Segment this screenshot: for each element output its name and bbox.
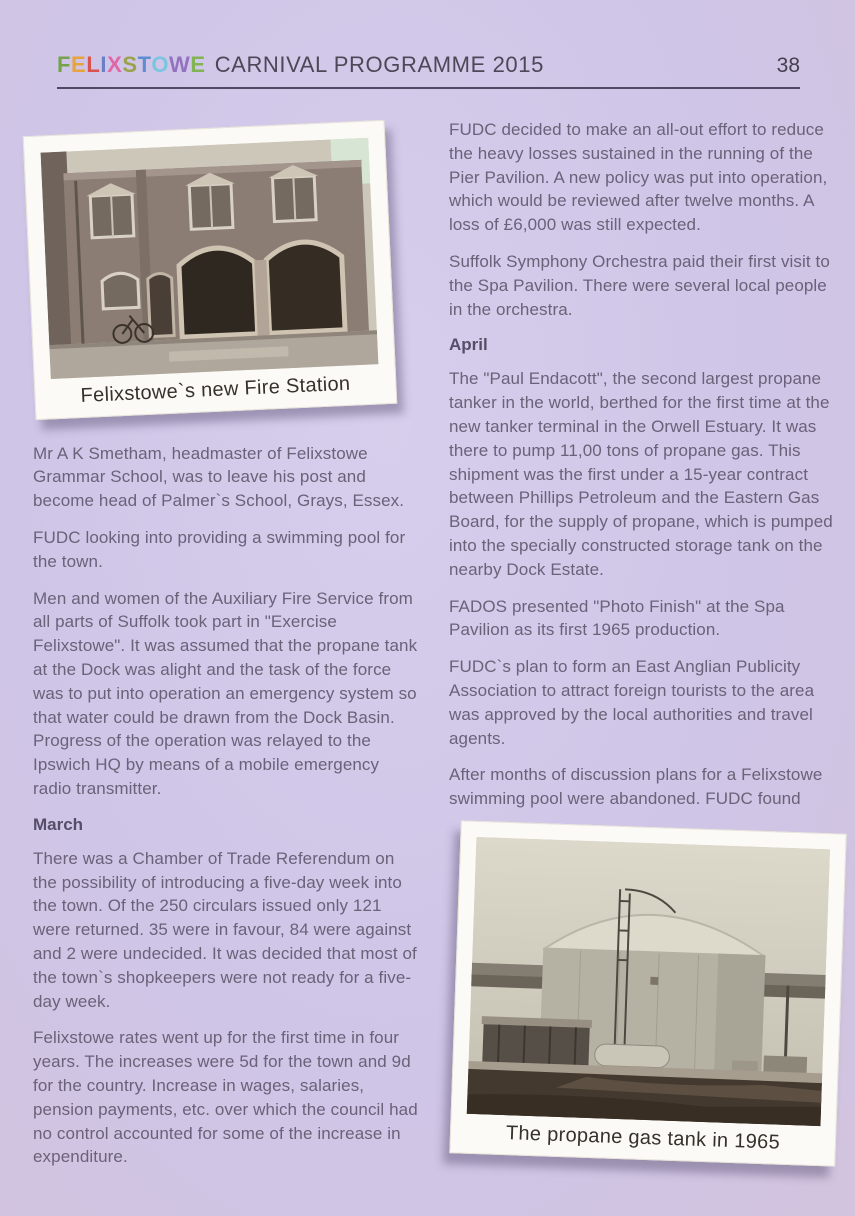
- logo-letter: L: [86, 52, 101, 77]
- page-number: 38: [776, 54, 800, 77]
- paragraph: Suffolk Symphony Orchestra paid their first visit to the Spa Pavilion. There were several local people in the orchestra.: [449, 251, 830, 319]
- fire-station-photo: [41, 138, 379, 379]
- paragraph: Mr A K Smetham, headmaster of Felixstowe Grammar School, was to leave his post and become head of Palmer`s School, Grays, Essex.: [33, 443, 405, 511]
- paragraph: FUDC looking into providing a swimming pool for the town.: [33, 528, 406, 571]
- fire-station-photo-card: [23, 120, 397, 420]
- paragraph: Men and women of the Auxiliary Fire Service from all parts of Suffolk took part in "Exercise Felixstowe". It was assumed that the propane tank at the Dock was alight and the task of the force was to put into operation an emergency system so that water could be drawn from the Dock Basin. Progress of the operation was relayed to the Ipswich HQ by means of a mobile emergency radio transmitter.: [33, 588, 418, 798]
- paragraph: FUDC decided to make an all-out effort to reduce the heavy losses sustained in the running of the Pier Pavilion. A new policy was put into operation, which would be reviewed after twelve months. A loss of £6,000 was still expected.: [449, 120, 828, 235]
- paragraph: Felixstowe rates went up for the first time in four years. The increases were 5d for the town and 9d for the country. Increase in wages, salaries, pension payments, etc. over which the council had no control accounted for some of the increase in expenditure.: [33, 1028, 418, 1167]
- paragraph: There was a Chamber of Trade Referendum on the possibility of introducing a five-day week into the town. Of the 250 circulars issued only 121 were returned. 35 were in favour, 84 were against and 2 were undecided. It was decided that most of the town`s shopkeepers were not ready for a five-day week.: [33, 848, 417, 1011]
- propane-tank-photo-card: [449, 820, 846, 1167]
- page-header: [57, 52, 800, 89]
- paragraph: After months of discussion plans for a Felixstowe swimming pool were abandoned. FUDC found: [449, 765, 823, 809]
- paragraph: FADOS presented "Photo Finish" at the Spa Pavilion as its first 1965 production.: [449, 596, 785, 640]
- logo-letter: I: [100, 52, 108, 77]
- page-title-rest: CARNIVAL PROGRAMME 2015: [214, 52, 544, 77]
- logo-letter: E: [190, 52, 206, 77]
- paragraph: The "Paul Endacott", the second largest propane tanker in the world, berthed for the first time at the new tanker terminal in the Orwell Estuary. It was there to pump 11,00 tons of propane gas. This shipment was the first under a 15-year contract between Phillips Petroleum and the Eastern Gas Board, for the supply of propane, which is pumped into the specially constructed storage tank on the nearby Dock Estate.: [449, 369, 833, 579]
- section-heading-march: March: [33, 814, 84, 834]
- page-content: [33, 118, 837, 1182]
- header-divider: [57, 87, 800, 89]
- logo-letter: S: [122, 52, 138, 77]
- paragraph: FUDC`s plan to form an East Anglian Publicity Association to attract foreign tourists to the area was approved by the local authorities and travel agents.: [449, 657, 815, 748]
- logo-letter: T: [137, 52, 152, 77]
- logo-letter: F: [57, 52, 72, 77]
- logo-letter: W: [169, 52, 191, 77]
- right-column: [449, 118, 837, 1182]
- propane-tank-photo: [467, 837, 830, 1126]
- section-heading-april: April: [449, 335, 488, 355]
- logo-letter: O: [151, 52, 170, 77]
- fire-station-caption: Felixstowe`s new Fire Station: [80, 372, 351, 407]
- page-title: [57, 52, 544, 78]
- logo-letter: X: [107, 52, 123, 77]
- logo-letter: E: [71, 52, 87, 77]
- propane-tank-caption: The propane gas tank in 1965: [505, 1122, 781, 1155]
- left-column: [33, 118, 421, 1182]
